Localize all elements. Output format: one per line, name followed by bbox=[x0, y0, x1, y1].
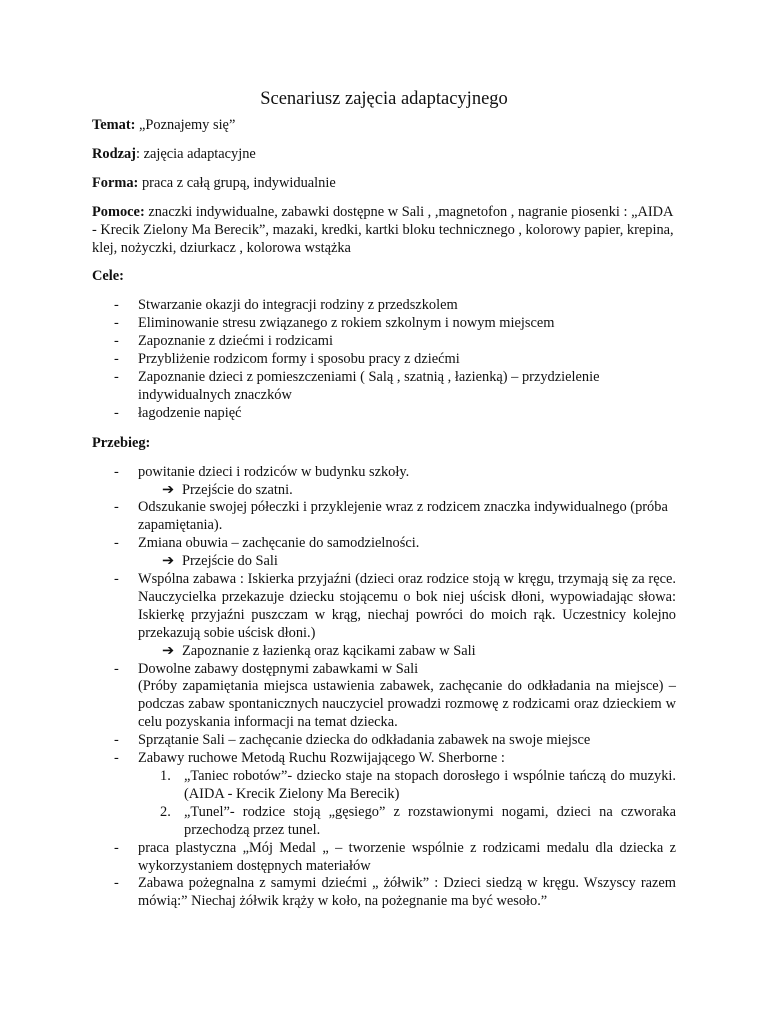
item-number: 1. bbox=[160, 768, 171, 784]
item-text: - Zabawy ruchowe Metodą Ruchu Rozwijającego W. Sherborne : bbox=[138, 750, 505, 767]
arrow-line bbox=[138, 553, 676, 571]
item-extra-text: (Próby zapamiętania miejsca ustawienia zabawek, zachęcanie do odkładania na miejsce) – podczas zabaw spontanicznych nauczyciel prowadzi rozmowę z rodzicami oraz dzieckiem w celu pozyskania informacji na temat dziecka. bbox=[138, 678, 676, 731]
document-title: Scenariusz zajęcia adaptacyjnego bbox=[260, 89, 508, 109]
field-value: praca z całą grupą, indywidualnie bbox=[138, 174, 336, 191]
arrow-text: Zapoznanie z łazienką oraz kącikami zabaw w Sali bbox=[182, 642, 476, 659]
list-item bbox=[92, 464, 676, 500]
field-rodzaj bbox=[92, 146, 676, 164]
list-item: - Zapoznanie z dziećmi i rodzicami bbox=[92, 333, 676, 351]
field-label: Pomoce: bbox=[92, 203, 145, 220]
arrow-right-icon: ➔ bbox=[162, 481, 175, 498]
item-text: - Zabawa pożegnalna z samymi dziećmi „ żółwik” : Dzieci siedzą w kręgu. Wszyscy razem mówią:” Niechaj żółwik krąży w koło, na pożegnanie ma być wesoło.” bbox=[138, 875, 676, 910]
item-text: - Zmiana obuwia – zachęcanie do samodzielności. bbox=[138, 535, 420, 552]
field-label: Temat: bbox=[92, 117, 136, 133]
list-item bbox=[92, 750, 676, 840]
list-item bbox=[92, 499, 676, 535]
arrow-text: Przejście do Sali bbox=[182, 553, 278, 570]
field-label: Rodzaj bbox=[92, 145, 136, 162]
list-item: - Eliminowanie stresu związanego z rokiem szkolnym i nowym miejscem bbox=[92, 315, 676, 333]
numbered-item bbox=[138, 804, 676, 840]
list-item bbox=[92, 840, 676, 876]
field-forma bbox=[92, 175, 676, 193]
field-temat bbox=[92, 117, 676, 135]
list-item bbox=[92, 732, 676, 750]
item-text: - powitanie dzieci i rodziców w budynku szkoły. bbox=[138, 463, 410, 480]
list-item bbox=[92, 571, 676, 661]
list-item: - łagodzenie napięć bbox=[92, 405, 676, 423]
sherborne-list bbox=[138, 768, 676, 840]
field-pomoce bbox=[92, 204, 676, 258]
arrow-text: Przejście do szatni. bbox=[182, 481, 293, 498]
field-value: „Poznajemy się” bbox=[135, 117, 236, 133]
list-item: - Stwarzanie okazji do integracji rodziny z przedszkolem bbox=[92, 297, 676, 315]
list-item: - Przybliżenie rodzicom formy i sposobu pracy z dziećmi bbox=[92, 351, 676, 369]
item-text: - Wspólna zabawa : Iskierka przyjaźni (dzieci oraz rodzice stoją w kręgu, trzymają się za ręce. Nauczycielka przekazuje dziecku stojącemu o bok niej uścisk dłoni, wypowiadając słowa: Iskierkę przyjaźni puszczam w krąg, niechaj powróci do moich rąk. Uczestnicy kolejno przekazują sobie uścisk dłoni.) bbox=[138, 571, 676, 641]
arrow-right-icon: ➔ bbox=[162, 642, 175, 659]
list-item: - Zapoznanie dzieci z pomieszczeniami ( Salą , szatnią , łazienką) – przydzielenie indywidualnych znaczków bbox=[92, 369, 676, 405]
numbered-item-text: „Taniec robotów”- dziecko staje na stopach dorosłego i wspólnie tańczą do muzyki. (AIDA - Krecik Zielony Ma Berecik) bbox=[184, 768, 676, 802]
arrow-line bbox=[138, 482, 676, 500]
list-item bbox=[92, 661, 676, 733]
item-number: 2. bbox=[160, 803, 171, 820]
numbered-item bbox=[138, 768, 676, 804]
list-item bbox=[92, 535, 676, 571]
field-value: : zajęcia adaptacyjne bbox=[135, 145, 256, 162]
field-label: Forma: bbox=[92, 174, 139, 191]
cele-heading: Cele: bbox=[92, 268, 124, 285]
przebieg-heading: Przebieg: bbox=[92, 434, 151, 451]
numbered-item-text: „Tunel”- rodzice stoją „gęsiego” z rozstawionymi nogami, dzieci na czworaka przechodzą przez tunel. bbox=[184, 803, 676, 838]
list-item bbox=[92, 875, 676, 911]
field-value: znaczki indywidualne, zabawki dostępne w Sali , ,magnetofon , nagranie piosenki : „AIDA - Krecik Zielony Ma Berecik”, mazaki, kredki, kartki bloku technicznego , kolorowy papier, krepina, klej, nożyczki, dziurkacz , kolorowa wstążka bbox=[92, 203, 674, 256]
cele-list bbox=[92, 297, 676, 422]
item-text: - Dowolne zabawy dostępnymi zabawkami w Sali bbox=[138, 660, 419, 677]
przebieg-list bbox=[92, 464, 676, 912]
item-text: - praca plastyczna „Mój Medal „ – tworzenie wspólnie z rodzicami medalu dla dziecka z wykorzystaniem dostępnych materiałów bbox=[138, 839, 676, 874]
arrow-line bbox=[138, 643, 676, 661]
arrow-right-icon: ➔ bbox=[162, 553, 175, 570]
item-text: - Sprzątanie Sali – zachęcanie dziecka do odkładania zabawek na swoje miejsce bbox=[138, 732, 591, 749]
item-text: - Odszukanie swojej półeczki i przyklejenie wraz z rodzicem znaczka indywidualnego (próba zapamiętania). bbox=[138, 499, 668, 534]
